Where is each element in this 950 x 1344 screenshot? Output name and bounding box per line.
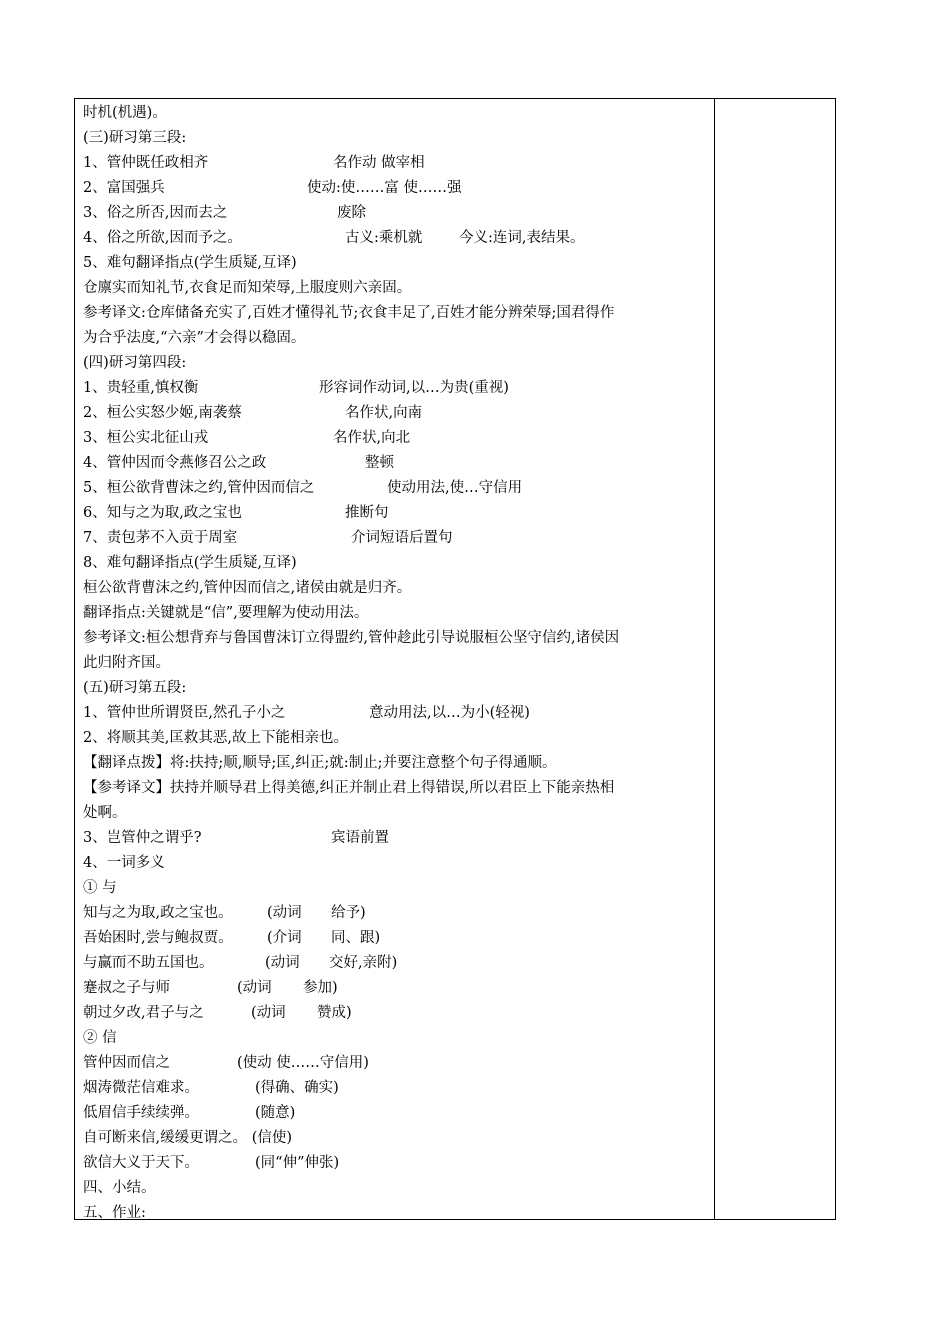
line-main-text: 2、将顺其美,匡救其恶,故上下能相亲也。 bbox=[83, 730, 348, 746]
line-annotation-secondary: 交好,亲附) bbox=[329, 955, 398, 971]
line-main-text: (三)研习第三段: bbox=[83, 130, 187, 146]
text-line bbox=[83, 501, 709, 526]
line-main-text: 朝过夕改,君子与之 bbox=[83, 1005, 204, 1021]
line-annotation: (介词 bbox=[267, 930, 302, 946]
line-main-text: 【翻译点拨】将:扶持;顺,顺导;匡,纠正;就:制止;并要注意整个句子得通顺。 bbox=[83, 755, 557, 771]
line-main-text: 3、俗之所否,因而去之 bbox=[83, 205, 228, 221]
text-line bbox=[83, 651, 709, 676]
line-main-text: ① 与 bbox=[83, 880, 117, 896]
text-line bbox=[83, 1076, 709, 1101]
text-line bbox=[83, 551, 709, 576]
line-annotation: (得确、确实) bbox=[255, 1080, 339, 1096]
text-line bbox=[83, 976, 709, 1001]
text-line bbox=[83, 151, 709, 176]
line-main-text: 参考译文:仓库储备充实了,百姓才懂得礼节;衣食丰足了,百姓才能分辨荣辱;国君得作 bbox=[83, 305, 615, 321]
line-main-text: 2、富国强兵 bbox=[83, 180, 165, 196]
text-line bbox=[83, 626, 709, 651]
line-annotation: (动词 bbox=[251, 1005, 286, 1021]
line-main-text: 翻译指点:关键就是“信”,要理解为使动用法。 bbox=[83, 605, 369, 621]
text-line bbox=[83, 826, 709, 851]
line-main-text: 时机(机遇)。 bbox=[83, 105, 167, 121]
text-line bbox=[83, 901, 709, 926]
line-annotation: (同“伸”伸张) bbox=[255, 1155, 340, 1171]
line-main-text: 4、一词多义 bbox=[83, 855, 165, 871]
line-annotation: 名作状,向南 bbox=[345, 405, 423, 421]
line-annotation: (随意) bbox=[255, 1105, 296, 1121]
line-annotation: 介词短语后置句 bbox=[351, 530, 453, 546]
text-line bbox=[83, 1201, 709, 1226]
text-line bbox=[83, 1176, 709, 1201]
line-main-text: ② 信 bbox=[83, 1030, 117, 1046]
line-annotation: 意动用法,以…为小(轻视) bbox=[369, 705, 530, 721]
text-line bbox=[83, 276, 709, 301]
line-annotation-secondary: 今义:连词,表结果。 bbox=[459, 230, 585, 246]
line-main-text: 知与之为取,政之宝也。 bbox=[83, 905, 233, 921]
line-main-text: 吾始困时,尝与鲍叔贾。 bbox=[83, 930, 233, 946]
lesson-content-cell bbox=[83, 101, 709, 1226]
lesson-table bbox=[74, 98, 836, 1220]
text-line bbox=[83, 1001, 709, 1026]
line-main-text: 参考译文:桓公想背弃与鲁国曹沫订立得盟约,管仲趁此引导说服桓公坚守信约,诸侯因 bbox=[83, 630, 620, 646]
line-annotation: 使动用法,使…守信用 bbox=[387, 480, 523, 496]
line-main-text: 4、俗之所欲,因而予之。 bbox=[83, 230, 242, 246]
line-annotation-secondary: 参加) bbox=[303, 980, 338, 996]
line-main-text: 7、责包茅不入贡于周室 bbox=[83, 530, 238, 546]
line-annotation: 废除 bbox=[337, 205, 366, 221]
text-line bbox=[83, 201, 709, 226]
text-line bbox=[83, 301, 709, 326]
line-main-text: 此归附齐国。 bbox=[83, 655, 170, 671]
text-line bbox=[83, 951, 709, 976]
text-line bbox=[83, 751, 709, 776]
line-main-text: 为合乎法度,“六亲”才会得以稳固。 bbox=[83, 330, 306, 346]
text-line bbox=[83, 1026, 709, 1051]
line-main-text: 四、小结。 bbox=[83, 1180, 156, 1196]
text-line bbox=[83, 601, 709, 626]
text-line bbox=[83, 851, 709, 876]
line-main-text: 桓公欲背曹沫之约,管仲因而信之,诸侯由就是归齐。 bbox=[83, 580, 412, 596]
line-annotation: 古义:乘机就 bbox=[345, 230, 423, 246]
line-annotation: 形容词作动词,以…为贵(重视) bbox=[319, 380, 509, 396]
line-annotation: 名作状,向北 bbox=[333, 430, 411, 446]
line-main-text: 1、管仲世所谓贤臣,然孔子小之 bbox=[83, 705, 286, 721]
text-line bbox=[83, 451, 709, 476]
text-line bbox=[83, 776, 709, 801]
line-main-text: 自可断来信,缓缓更谓之。 (信使) bbox=[83, 1130, 293, 1146]
text-line bbox=[83, 226, 709, 251]
line-main-text: 1、贵轻重,慎权衡 bbox=[83, 380, 199, 396]
line-main-text: 烟涛微茫信难求。 bbox=[83, 1080, 199, 1096]
line-main-text: 8、难句翻译指点(学生质疑,互译) bbox=[83, 555, 297, 571]
text-line bbox=[83, 1051, 709, 1076]
text-line bbox=[83, 351, 709, 376]
line-main-text: 蹇叔之子与师 bbox=[83, 980, 170, 996]
text-line bbox=[83, 101, 709, 126]
line-main-text: 管仲因而信之 bbox=[83, 1055, 170, 1071]
line-main-text: (四)研习第四段: bbox=[83, 355, 187, 371]
line-main-text: 仓廪实而知礼节,衣食足而知荣辱,上服度则六亲固。 bbox=[83, 280, 412, 296]
line-main-text: 5、难句翻译指点(学生质疑,互译) bbox=[83, 255, 297, 271]
line-main-text: 4、管仲因而令燕修召公之政 bbox=[83, 455, 267, 471]
text-line bbox=[83, 676, 709, 701]
text-line bbox=[83, 926, 709, 951]
line-main-text: 【参考译文】扶持并顺导君上得美德,纠正并制止君上得错误,所以君臣上下能亲热相 bbox=[83, 780, 615, 796]
line-annotation: (动词 bbox=[237, 980, 272, 996]
line-main-text: 3、桓公实北征山戎 bbox=[83, 430, 209, 446]
line-annotation: 名作动 做宰相 bbox=[333, 155, 425, 171]
text-line bbox=[83, 426, 709, 451]
line-main-text: 五、作业: bbox=[83, 1205, 146, 1221]
text-line bbox=[83, 176, 709, 201]
line-annotation-secondary: 赞成) bbox=[317, 1005, 352, 1021]
text-line bbox=[83, 251, 709, 276]
line-annotation-secondary: 给予) bbox=[331, 905, 366, 921]
line-annotation: 使动:使……富 使……强 bbox=[307, 180, 462, 196]
line-main-text: 5、桓公欲背曹沫之约,管仲因而信之 bbox=[83, 480, 315, 496]
line-annotation: (动词 bbox=[265, 955, 300, 971]
line-annotation: 整顿 bbox=[365, 455, 394, 471]
line-annotation: 推断句 bbox=[345, 505, 389, 521]
notes-column-cell bbox=[715, 99, 835, 1219]
line-annotation: (使动 使……守信用) bbox=[237, 1055, 369, 1071]
line-annotation: 宾语前置 bbox=[331, 830, 389, 846]
text-line bbox=[83, 376, 709, 401]
line-main-text: 1、管仲既任政相齐 bbox=[83, 155, 209, 171]
text-line bbox=[83, 401, 709, 426]
line-main-text: (五)研习第五段: bbox=[83, 680, 187, 696]
text-line bbox=[83, 1101, 709, 1126]
line-annotation: (动词 bbox=[267, 905, 302, 921]
text-line bbox=[83, 326, 709, 351]
line-main-text: 2、桓公实怒少姬,南袭蔡 bbox=[83, 405, 242, 421]
text-line bbox=[83, 126, 709, 151]
line-annotation-secondary: 同、跟) bbox=[331, 930, 381, 946]
text-line bbox=[83, 801, 709, 826]
line-main-text: 低眉信手续续弹。 bbox=[83, 1105, 199, 1121]
line-main-text: 欲信大义于天下。 bbox=[83, 1155, 199, 1171]
line-main-text: 6、知与之为取,政之宝也 bbox=[83, 505, 242, 521]
text-line bbox=[83, 701, 709, 726]
text-line bbox=[83, 1151, 709, 1176]
line-main-text: 3、岂管仲之谓乎? bbox=[83, 830, 202, 846]
text-line bbox=[83, 876, 709, 901]
line-main-text: 处啊。 bbox=[83, 805, 127, 821]
text-line bbox=[83, 576, 709, 601]
text-line bbox=[83, 526, 709, 551]
line-main-text: 与赢而不助五国也。 bbox=[83, 955, 214, 971]
text-line bbox=[83, 1126, 709, 1151]
text-line bbox=[83, 726, 709, 751]
text-line bbox=[83, 476, 709, 501]
